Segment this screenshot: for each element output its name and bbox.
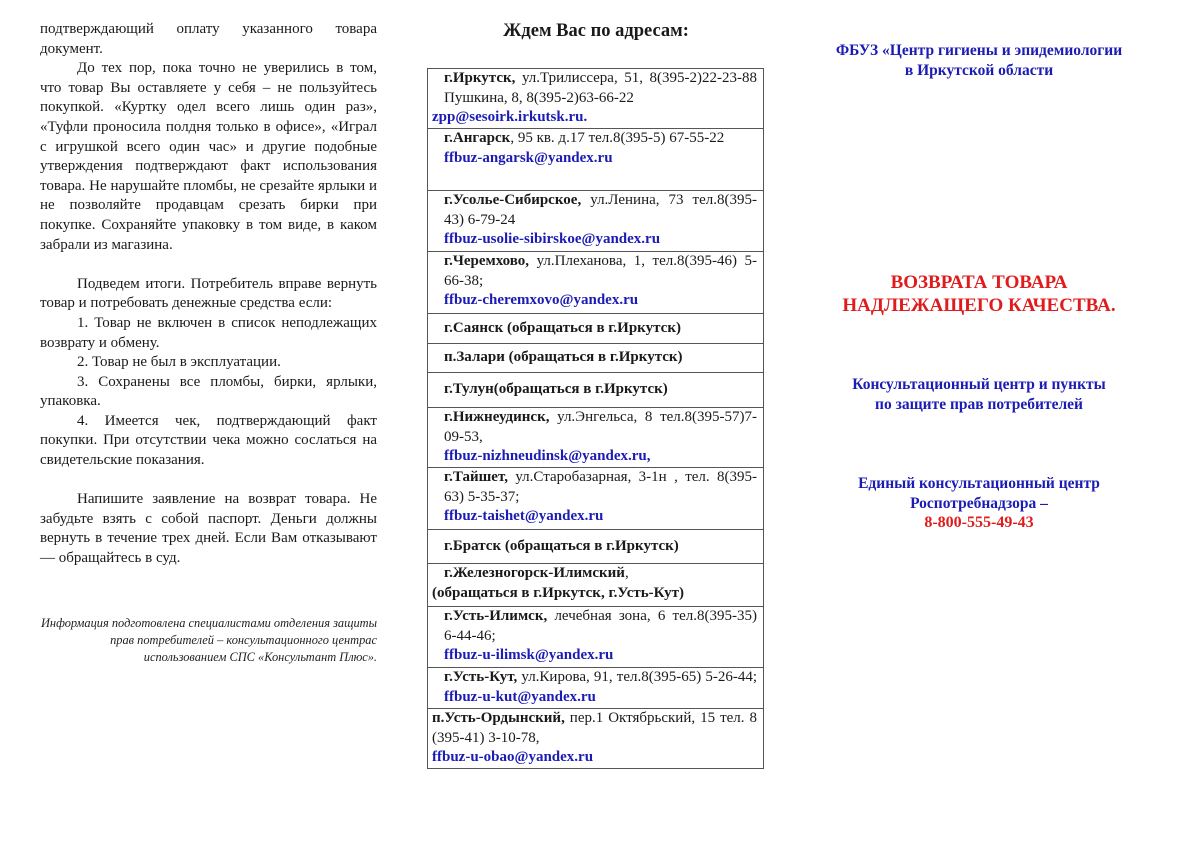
address-cell [428,129,764,191]
address-details: ул.Энгельса, 8 тел.8(395-57)7-09-53, [444,409,757,445]
redirect-note: (обращаться в г.Иркутск, г.Усть-Кут) [432,584,685,601]
credit-note: Информация подготовлена специалистами отделения защиты прав потребителей – консультационного центрас использованием СПС «Консультант Плюс». [40,616,377,665]
address-row [428,607,764,668]
city-name: г.Братск (обращаться в г.Иркутск) [444,537,679,554]
address-details: , [624,565,629,581]
hotline-block [800,474,1158,533]
address-details: ул.Старобазарная, 3-1н , тел. 8(395-63) 5-35-37; [444,469,757,505]
hotline-line-2: Роспотребнадзора – [910,494,1048,512]
email-link[interactable]: ffbuz-u-ilimsk@yandex.ru [444,647,614,664]
city-name: г.Черемхово, [444,253,530,269]
address-details: лечебная зона, 6 тел.8(395-35) 6-44-46; [444,608,757,644]
address-details: ул.Кирова, 91, тел.8(395-65) 5-26-44; [517,669,757,685]
city-name: г.Железногорск-Илимский [444,565,625,581]
address-row [428,564,764,607]
address-details: ул.Плеханова, 1, тел.8(395-46) 5-66-38; [444,253,757,289]
address-cell [428,344,764,373]
city-name: г.Усолье-Сибирское, [444,192,582,208]
address-row [428,129,764,191]
address-cell [428,408,764,468]
address-row [428,69,764,129]
address-cell [428,69,764,129]
address-cell [428,191,764,252]
organization-line-1: ФБУЗ «Центр гигиены и эпидемиологии [835,42,1123,59]
city-name: п.Залари (обращаться в г.Иркутск) [444,349,683,366]
city-name: г.Тайшет, [444,469,508,485]
address-row [428,530,764,564]
city-name: г.Саянск (обращаться в г.Иркутск) [444,319,681,336]
address-details: , 95 кв. д.17 тел.8(395-5) 67-55-22 [510,130,725,146]
email-link[interactable]: ffbuz-angarsk@yandex.ru [444,149,613,166]
address-cell [428,314,764,344]
condition-item: 4. Имеется чек, подтверждающий факт покупки. При отсутствии чека можно сослаться на свидетельские показания. [40,412,377,469]
address-cell [428,709,764,769]
consult-line-2: по защите прав потребителей [875,396,1083,413]
organization-name [800,41,1158,80]
city-name: г.Нижнеудинск, [444,409,550,425]
email-link[interactable]: ffbuz-nizhneudinsk@yandex.ru, [444,448,651,465]
paragraph-warning: До тех пор, пока точно не уверились в том, что товар Вы оставляете у себя – не пользуйтесь покупкой. «Куртку одел всего лишь один раз», «Туфли проносила полдня только в офисе», «Играл с игрушкой всего один час» и другие подобные утверждения подтверждают факт использования товара. Не нарушайте пломбы, не срезайте ярлыки и не позволяйте продавцам срезать бирки при покупке. Сохраняйте упаковку в том виде, в каком забрали из магазина. [40,60,377,253]
city-name: г.Тулун(обращаться в г.Иркутск) [444,381,668,398]
address-row [428,668,764,709]
address-details: ул.Трилиссера, 51, 8(395-2)22-23-88 Пушкина, 8, 8(395-2)63-66-22 [444,70,757,106]
address-details: ул.Ленина, 73 тел.8(395-43) 6-79-24 [444,192,757,228]
address-cell [428,564,764,607]
address-cell [428,468,764,530]
address-cell [428,530,764,564]
paragraph-receipt: подтверждающий оплату указанного товара документ. [40,21,377,57]
address-cell [428,607,764,668]
condition-item: 1. Товар не включен в список неподлежащих возврату и обмену. [40,314,377,351]
address-cell [428,668,764,709]
email-link[interactable]: ffbuz-u-kut@yandex.ru [444,688,596,705]
email-link[interactable]: ffbuz-u-obao@yandex.ru [432,749,594,766]
address-cell [428,373,764,408]
headline-line-2: НАДЛЕЖАЩЕГО КАЧЕСТВА. [842,294,1116,316]
email-link[interactable]: ffbuz-usolie-sibirskoe@yandex.ru [444,231,661,248]
paragraph-summary: Подведем итоги. Потребитель вправе вернуть товар и потребовать денежные средства если: [40,275,377,312]
address-row [428,373,764,408]
city-name: г.Усть-Илимск, [444,608,548,624]
consult-center [800,375,1158,415]
consult-line-1: Консультационный центр и пункты [852,376,1106,393]
organization-line-2: в Иркутской области [904,61,1054,79]
email-link[interactable]: ffbuz-taishet@yandex.ru [444,508,604,525]
address-row [428,191,764,252]
email-link[interactable]: ffbuz-cheremxovo@yandex.ru [444,292,639,309]
city-name: г.Усть-Кут, [444,669,518,685]
address-cell [428,252,764,314]
address-row [428,468,764,530]
hotline-phone[interactable]: 8-800-555-49-43 [924,514,1034,531]
addresses-table [427,68,764,769]
email-link[interactable]: zpp@sesoirk.irkutsk.ru. [432,109,588,126]
city-name: п.Усть-Ордынский, [432,710,565,726]
headline [800,272,1158,317]
addresses-title: Ждем Вас по адресам: [503,21,689,41]
address-row [428,344,764,373]
left-column [40,20,377,666]
condition-item: 3. Сохранены все пломбы, бирки, ярлыки, упаковка. [40,373,377,410]
address-row [428,408,764,468]
address-row [428,709,764,769]
paragraph-claim: Напишите заявление на возврат товара. Не забудьте взять с собой паспорт. Деньги должны вернуть в течение трех дней. Если Вам отказывают — обращайтесь в суд. [40,491,377,567]
address-details: пер.1 Октябрьский, 15 тел. 8 (395-41) 3-10-78, [432,710,757,746]
headline-line-1: ВОЗВРАТА ТОВАРА [890,272,1068,293]
city-name: г.Ангарск [444,130,511,146]
address-row [428,314,764,344]
city-name: г.Иркутск, [444,70,516,86]
address-row [428,252,764,314]
condition-item: 2. Товар не был в эксплуатации. [77,354,281,371]
hotline-line-1: Единый консультационный центр [858,475,1100,492]
